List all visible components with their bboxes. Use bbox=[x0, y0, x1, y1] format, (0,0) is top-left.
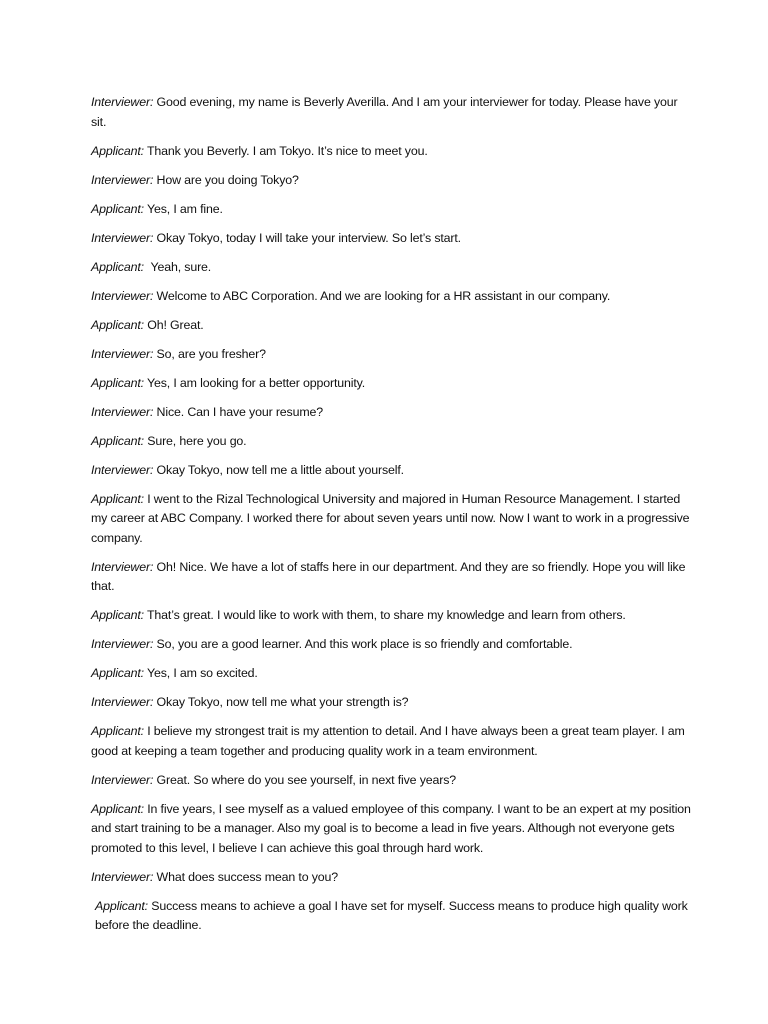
speaker-label: Applicant: bbox=[91, 259, 144, 274]
utterance-text: Oh! Great. bbox=[147, 317, 204, 332]
utterance-text: How are you doing Tokyo? bbox=[156, 172, 299, 187]
dialogue-line bbox=[91, 897, 691, 936]
speaker-label: Applicant: bbox=[91, 317, 144, 332]
utterance-text: Oh! Nice. We have a lot of staffs here in our department. And they are so friendly. Hope you will like that. bbox=[91, 559, 686, 593]
utterance-text: Nice. Can I have your resume? bbox=[156, 404, 323, 419]
utterance-text: Welcome to ABC Corporation. And we are looking for a HR assistant in our company. bbox=[156, 288, 611, 303]
speaker-label: Applicant: bbox=[91, 433, 144, 448]
dialogue-line bbox=[91, 374, 691, 394]
speaker-label: Interviewer: bbox=[91, 95, 154, 109]
utterance-text: Yes, I am so excited. bbox=[147, 666, 258, 680]
utterance-text: Sure, here you go. bbox=[147, 433, 247, 448]
utterance-text: Yes, I am fine. bbox=[147, 201, 223, 216]
speaker-label: Applicant: bbox=[91, 201, 144, 216]
speaker-label: Interviewer: bbox=[91, 695, 154, 709]
utterance-text: Thank you Beverly. I am Tokyo. It’s nice to meet you. bbox=[147, 143, 428, 158]
dialogue-line bbox=[91, 316, 691, 336]
speaker-label: Interviewer: bbox=[91, 172, 154, 187]
speaker-label: Interviewer: bbox=[91, 462, 154, 477]
dialogue-line bbox=[91, 606, 691, 626]
utterance-text: Success means to achieve a goal I have set for myself. Success means to produce high quality work before the deadline. bbox=[95, 898, 688, 932]
speaker-label: Applicant: bbox=[95, 898, 148, 913]
dialogue-line bbox=[91, 287, 691, 307]
speaker-label: Interviewer: bbox=[91, 637, 154, 651]
utterance-text: I went to the Rizal Technological University and majored in Human Resource Management. I started my career at ABC Company. I worked there for about seven years until now. Now I want to work in a progressive company. bbox=[91, 491, 690, 545]
speaker-label: Applicant: bbox=[91, 375, 144, 390]
dialogue-line bbox=[91, 229, 691, 249]
utterance-text: In five years, I see myself as a valued employee of this company. I want to be an expert at my position and start training to be a manager. Also my goal is to become a lead in five years. Although not everyone gets promoted to this level, I believe I can achieve this goal through hard work. bbox=[91, 801, 691, 855]
utterance-text: That’s great. I would like to work with them, to share my knowledge and learn from others. bbox=[147, 608, 626, 622]
speaker-label: Applicant: bbox=[91, 491, 144, 506]
interview-transcript bbox=[91, 93, 691, 945]
speaker-label: Applicant: bbox=[91, 666, 144, 680]
utterance-text: Yeah, sure. bbox=[147, 259, 212, 274]
dialogue-line bbox=[91, 461, 691, 481]
utterance-text: So, are you fresher? bbox=[156, 346, 266, 361]
utterance-text: Okay Tokyo, now tell me what your strength is? bbox=[156, 695, 409, 709]
speaker-label: Interviewer: bbox=[91, 772, 154, 787]
dialogue-line bbox=[91, 142, 691, 162]
utterance-text: So, you are a good learner. And this work place is so friendly and comfortable. bbox=[156, 637, 573, 651]
dialogue-line bbox=[91, 258, 691, 278]
dialogue-line bbox=[91, 868, 691, 888]
speaker-label: Interviewer: bbox=[91, 288, 154, 303]
dialogue-line bbox=[91, 171, 691, 191]
dialogue-line bbox=[91, 490, 691, 549]
dialogue-line bbox=[91, 635, 691, 655]
dialogue-line bbox=[91, 693, 691, 713]
utterance-text: Great. So where do you see yourself, in next five years? bbox=[156, 772, 457, 787]
dialogue-line bbox=[91, 664, 691, 684]
utterance-text: Good evening, my name is Beverly Averilla. And I am your interviewer for today. Please have your sit. bbox=[91, 95, 678, 129]
dialogue-line bbox=[91, 93, 691, 132]
dialogue-line bbox=[91, 558, 691, 597]
dialogue-line bbox=[91, 432, 691, 452]
speaker-label: Interviewer: bbox=[91, 404, 154, 419]
speaker-label: Interviewer: bbox=[91, 559, 154, 574]
speaker-label: Applicant: bbox=[91, 801, 144, 816]
speaker-label: Interviewer: bbox=[91, 346, 154, 361]
dialogue-line bbox=[91, 800, 691, 859]
dialogue-line bbox=[91, 771, 691, 791]
speaker-label: Interviewer: bbox=[91, 230, 154, 245]
speaker-label: Applicant: bbox=[91, 143, 144, 158]
utterance-text: Okay Tokyo, now tell me a little about yourself. bbox=[156, 462, 404, 477]
dialogue-line bbox=[91, 403, 691, 423]
speaker-label: Applicant: bbox=[91, 608, 144, 622]
speaker-label: Interviewer: bbox=[91, 869, 154, 884]
dialogue-line bbox=[91, 345, 691, 365]
utterance-text: What does success mean to you? bbox=[156, 869, 339, 884]
dialogue-line bbox=[91, 200, 691, 220]
speaker-label: Applicant: bbox=[91, 724, 144, 738]
utterance-text: Yes, I am looking for a better opportunity. bbox=[147, 375, 366, 390]
dialogue-line bbox=[91, 722, 691, 761]
utterance-text: I believe my strongest trait is my attention to detail. And I have always been a great team player. I am good at keeping a team together and producing quality work in a team environment. bbox=[91, 724, 685, 758]
utterance-text: Okay Tokyo, today I will take your interview. So let’s start. bbox=[156, 230, 461, 245]
